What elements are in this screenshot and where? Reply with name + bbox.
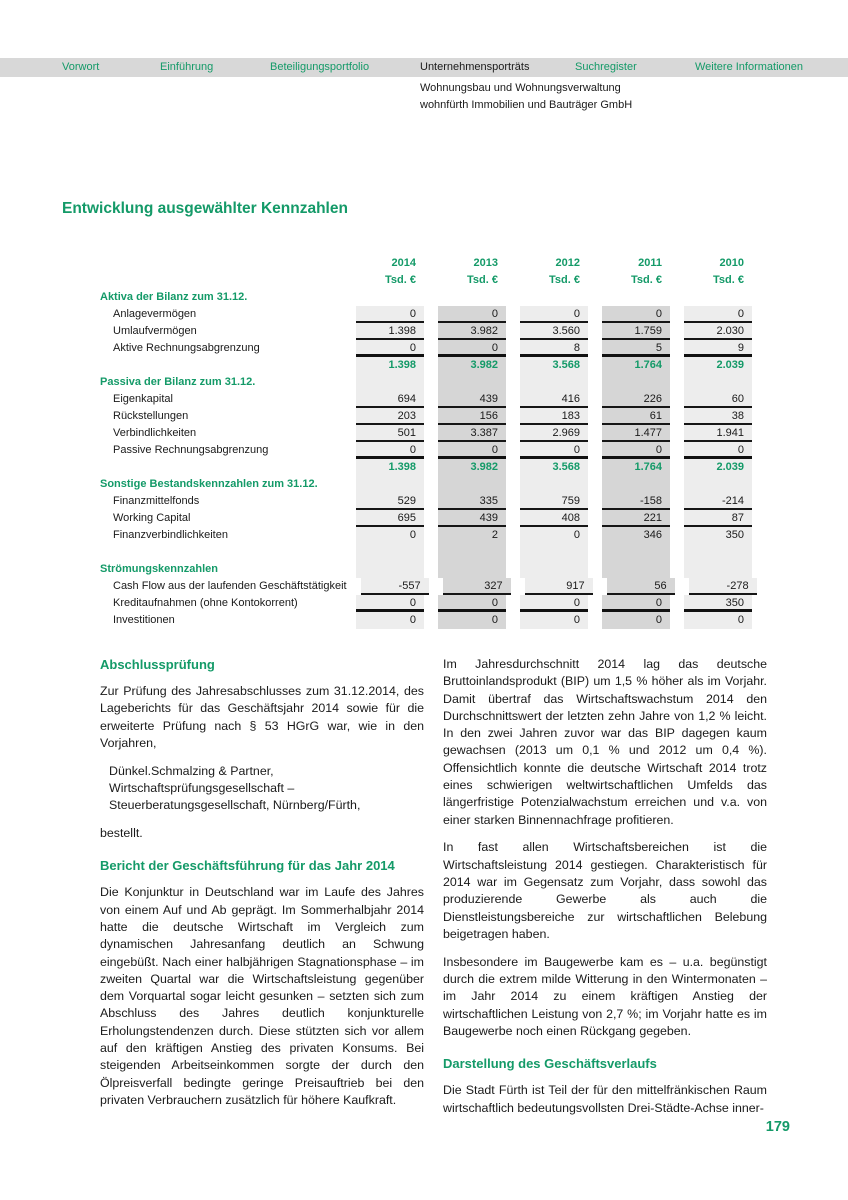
cell-value: 1.941 [684, 425, 752, 442]
row-label: Verbindlichkeiten [113, 427, 197, 439]
cell-value: 0 [684, 442, 752, 459]
cell-value: 38 [684, 408, 752, 425]
cell-value [438, 476, 506, 493]
cell-value: 0 [356, 595, 424, 612]
cell-value: 0 [438, 340, 506, 357]
cell-value: 3.982 [438, 323, 506, 340]
cell-value: 3.387 [438, 425, 506, 442]
cell-value: 0 [602, 595, 670, 612]
cell-value: 350 [684, 527, 752, 544]
cell-value: 3.982 [438, 357, 506, 374]
row-label: Cash Flow aus der laufenden Geschäftstätigkeit [113, 580, 347, 592]
body-paragraph: Die Stadt Fürth ist Teil der für den mittelfränkischen Raum wirtschaftlich bedeutungsvollsten Drei-Städte-Achse inner- [443, 1083, 767, 1115]
cell-value [438, 561, 506, 578]
cell-value: 2 [438, 527, 506, 544]
cell-value: 0 [602, 306, 670, 323]
cell-value: 3.560 [520, 323, 588, 340]
cell-value: 221 [602, 510, 670, 527]
cell-value: 3.568 [520, 459, 588, 476]
table-row-item [100, 323, 752, 340]
row-label: Investitionen [113, 614, 175, 626]
cell-value: 0 [356, 442, 424, 459]
table-row-item [100, 595, 752, 612]
year-header: 2010 [719, 257, 744, 269]
cell-value: 226 [602, 391, 670, 408]
cell-value: 87 [684, 510, 752, 527]
cell-value: 2.039 [684, 357, 752, 374]
cell-value: -158 [602, 493, 670, 510]
row-label: Kreditaufnahmen (ohne Kontokorrent) [113, 597, 298, 609]
cell-value [520, 561, 588, 578]
chapter-line-2: wohnfürth Immobilien und Bauträger GmbH [420, 99, 633, 111]
table-row-item [100, 510, 752, 527]
body-paragraph: Dünkel.Schmalzing & Partner, Wirtschaftsprüfungsgesellschaft – Steuerberatungsgesellschaft, Nürnberg/Fürth, [109, 763, 361, 813]
cell-value: 439 [438, 391, 506, 408]
cell-value: 0 [356, 527, 424, 544]
cell-value: 327 [443, 578, 511, 595]
nav-item-vorwort[interactable]: Vorwort [62, 61, 100, 73]
cell-value: 5 [602, 340, 670, 357]
table-row-total [100, 357, 752, 374]
section-heading: Abschlussprüfung [100, 657, 215, 672]
nav-item-unternehmensportraets[interactable]: Unternehmensporträts [420, 61, 530, 73]
table-row-unit [100, 272, 752, 289]
cell-value [602, 544, 670, 561]
cell-value [602, 476, 670, 493]
table-row-item [100, 612, 752, 629]
row-label: Finanzmittelfonds [113, 495, 200, 507]
table-row-item [100, 306, 752, 323]
body-paragraph: In fast allen Wirtschaftsbereichen ist die Wirtschaftsleistung 2014 gestiegen. Charakteristisch für 2014 war im Gegensatz zum Vorjahr, dass sowohl das produzierende Gewerbe als auch die Dienstleistungsbereiche zur wirtschaftlichen Belebung beigetragen haben. [443, 840, 767, 941]
table-row-section [100, 374, 752, 391]
row-label [100, 357, 342, 374]
cell-value: 529 [356, 493, 424, 510]
cell-value: 0 [438, 306, 506, 323]
cell-value [356, 289, 424, 306]
nav-item-einfuehrung[interactable]: Einführung [160, 61, 214, 73]
table-row-total [100, 459, 752, 476]
cell-value: 408 [520, 510, 588, 527]
table-row-item [100, 425, 752, 442]
nav-item-weitere-informationen[interactable]: Weitere Informationen [695, 61, 804, 73]
cell-value [356, 544, 424, 561]
cell-value: 346 [602, 527, 670, 544]
row-label [100, 255, 342, 272]
page-title: Entwicklung ausgewählter Kennzahlen [62, 200, 348, 217]
cell-value: 1.764 [602, 357, 670, 374]
cell-value: 1.398 [356, 323, 424, 340]
cell-value: 0 [684, 306, 752, 323]
row-label: Eigenkapital [113, 393, 173, 405]
cell-value: -278 [689, 578, 757, 595]
chapter-subheader [420, 80, 632, 114]
year-header: 2011 [638, 257, 662, 269]
body-paragraph: Zur Prüfung des Jahresabschlusses zum 31.12.2014, des Lageberichts für das Geschäftsjahr 2014 sowie für die erweiterte Prüfung nach § 53 HGrG war, wie in den Vorjahren, [100, 684, 424, 750]
row-label: Anlagevermögen [113, 308, 197, 320]
body-paragraph: Im Jahresdurchschnitt 2014 lag das deutsche Bruttoinlandsprodukt (BIP) um 1,5 % höher als im Vorjahr. Damit übertraf das Wirtschaftswachstum 2014 den Durchschnittswert der letzten zehn Jahre von 1,2 % leicht. In den zwei Jahren zuvor war das BIP dagegen kaum gewachsen (2013 um 0,1 % und 2012 um 0,4 %). Offensichtlich konnte die deutsche Wirtschaft 2014 trotz eines schwierigen weltwirtschaftlichen Umfelds das längerfristige Potenzialwachstum erreichen und v.a. von einer starken Binnennachfrage profitieren. [443, 657, 767, 827]
cell-value: 501 [356, 425, 424, 442]
table-row-item [100, 391, 752, 408]
cell-value: -557 [361, 578, 429, 595]
cell-value [602, 374, 670, 391]
cell-value: -214 [684, 493, 752, 510]
cell-value: 0 [602, 612, 670, 629]
cell-value: 0 [438, 595, 506, 612]
section-heading: Bericht der Geschäftsführung für das Jahr 2014 [100, 858, 395, 874]
chapter-line-1: Wohnungsbau und Wohnungsverwaltung [420, 82, 621, 94]
cell-value: 439 [438, 510, 506, 527]
table-row-section [100, 476, 752, 493]
cell-value [684, 544, 752, 561]
row-label [100, 272, 342, 289]
cell-value: 8 [520, 340, 588, 357]
year-header: 2012 [555, 257, 580, 269]
cell-value: 156 [438, 408, 506, 425]
cell-value: 2.039 [684, 459, 752, 476]
cell-value: 0 [520, 612, 588, 629]
cell-value [520, 289, 588, 306]
article-column-left [100, 656, 424, 1120]
section-heading: Darstellung des Geschäftsverlaufs [443, 1056, 657, 1072]
cell-value: 61 [602, 408, 670, 425]
row-label: Finanzverbindlichkeiten [113, 529, 228, 541]
cell-value [684, 374, 752, 391]
row-label: Aktiva der Bilanz zum 31.12. [100, 291, 248, 303]
cell-value: 1.398 [356, 357, 424, 374]
cell-value: 759 [520, 493, 588, 510]
table-row-item [100, 340, 752, 357]
row-label: Rückstellungen [113, 410, 189, 422]
cell-value [602, 561, 670, 578]
row-label: Umlaufvermögen [113, 325, 197, 337]
cell-value: 1.398 [356, 459, 424, 476]
row-label: Passive Rechnungsabgrenzung [113, 444, 269, 456]
unit-header: Tsd. € [467, 274, 498, 286]
cell-value [520, 374, 588, 391]
row-label: Sonstige Bestandskennzahlen zum 31.12. [100, 478, 318, 490]
cell-value [684, 476, 752, 493]
cell-value: 60 [684, 391, 752, 408]
cell-value [356, 476, 424, 493]
cell-value: 0 [356, 340, 424, 357]
table-row-section [100, 289, 752, 306]
cell-value: 416 [520, 391, 588, 408]
cell-value: 1.764 [602, 459, 670, 476]
table-row-item [100, 442, 752, 459]
table-row-item [100, 493, 752, 510]
cell-value: 2.969 [520, 425, 588, 442]
cell-value [356, 561, 424, 578]
cell-value: 350 [684, 595, 752, 612]
kennzahlen-table [100, 255, 752, 629]
table-row-item [100, 578, 752, 595]
cell-value: 0 [684, 612, 752, 629]
cell-value: 3.568 [520, 357, 588, 374]
cell-value [684, 561, 752, 578]
table-row-spacer [100, 544, 752, 561]
cell-value: 1.759 [602, 323, 670, 340]
year-header: 2014 [391, 257, 416, 269]
row-label [100, 544, 342, 561]
cell-value [520, 544, 588, 561]
unit-header: Tsd. € [549, 274, 580, 286]
cell-value: 1.477 [602, 425, 670, 442]
cell-value: 3.982 [438, 459, 506, 476]
cell-value: 0 [602, 442, 670, 459]
cell-value: 335 [438, 493, 506, 510]
cell-value [438, 289, 506, 306]
year-header: 2013 [473, 257, 498, 269]
cell-value [438, 544, 506, 561]
table-row-item [100, 408, 752, 425]
body-paragraph: bestellt. [100, 826, 143, 841]
table-row-item [100, 527, 752, 544]
cell-value: 0 [438, 612, 506, 629]
cell-value: 0 [520, 527, 588, 544]
cell-value: 0 [438, 442, 506, 459]
cell-value: 0 [520, 595, 588, 612]
cell-value: 694 [356, 391, 424, 408]
cell-value: 203 [356, 408, 424, 425]
nav-item-suchregister[interactable]: Suchregister [575, 61, 637, 73]
cell-value [684, 289, 752, 306]
body-paragraph: Insbesondere im Baugewerbe kam es – u.a. begünstigt durch die extrem milde Witterung in den Wintermonaten – im Jahr 2014 zu einem kräftigen Anstieg der wirtschaftlichen Leistung von 2,7 %; im Vorjahr hatte es im Baugewerbe noch einen Rückgang gegeben. [443, 954, 767, 1038]
cell-value [438, 374, 506, 391]
cell-value [520, 476, 588, 493]
row-label: Aktive Rechnungsabgrenzung [113, 342, 260, 354]
unit-header: Tsd. € [385, 274, 416, 286]
unit-header: Tsd. € [713, 274, 744, 286]
row-label: Working Capital [113, 512, 191, 524]
cell-value: 0 [520, 442, 588, 459]
body-paragraph: Die Konjunktur in Deutschland war im Laufe des Jahres von einem Auf und Ab geprägt. Im Sommerhalbjahr 2014 hatte die deutsche Wirtschaft im Vergleich zum dynamischen Jahresanfang deutlich an Schwung eingebüßt. Nach einer halbjährigen Stagnationsphase – im zweiten Quartal war die Wirtschaftsleistung gegenüber dem Vorquartal sogar leicht gesunken – setzten sich zum Abschluss des Jahres deutlich konjunkturelle Erholungstendenzen durch. Diese stützten sich vor allem auf den kräftigen Anstieg des privaten Konsums. Bei steigenden Arbeitseinkommen sorgte der durch den Ölpreisverfall bedingte geringe Preisauftrieb bei den privaten Verbrauchern zusätzlich für höhere Kaufkraft. [100, 885, 424, 1107]
cell-value: 9 [684, 340, 752, 357]
cell-value: 917 [525, 578, 593, 595]
top-navigation [0, 58, 848, 77]
cell-value: 183 [520, 408, 588, 425]
cell-value: 2.030 [684, 323, 752, 340]
cell-value: 695 [356, 510, 424, 527]
article-column-right [443, 656, 767, 1127]
table-row-years [100, 255, 752, 272]
nav-item-beteiligungsportfolio[interactable]: Beteiligungsportfolio [270, 61, 370, 73]
cell-value: 0 [520, 306, 588, 323]
cell-value: 0 [356, 612, 424, 629]
row-label: Passiva der Bilanz zum 31.12. [100, 376, 256, 388]
row-label: Strömungskennzahlen [100, 563, 218, 575]
table-row-section [100, 561, 752, 578]
cell-value [602, 289, 670, 306]
row-label [100, 459, 342, 476]
page-number: 179 [765, 1119, 790, 1135]
cell-value: 56 [607, 578, 675, 595]
cell-value [356, 374, 424, 391]
cell-value: 0 [356, 306, 424, 323]
unit-header: Tsd. € [631, 274, 662, 286]
